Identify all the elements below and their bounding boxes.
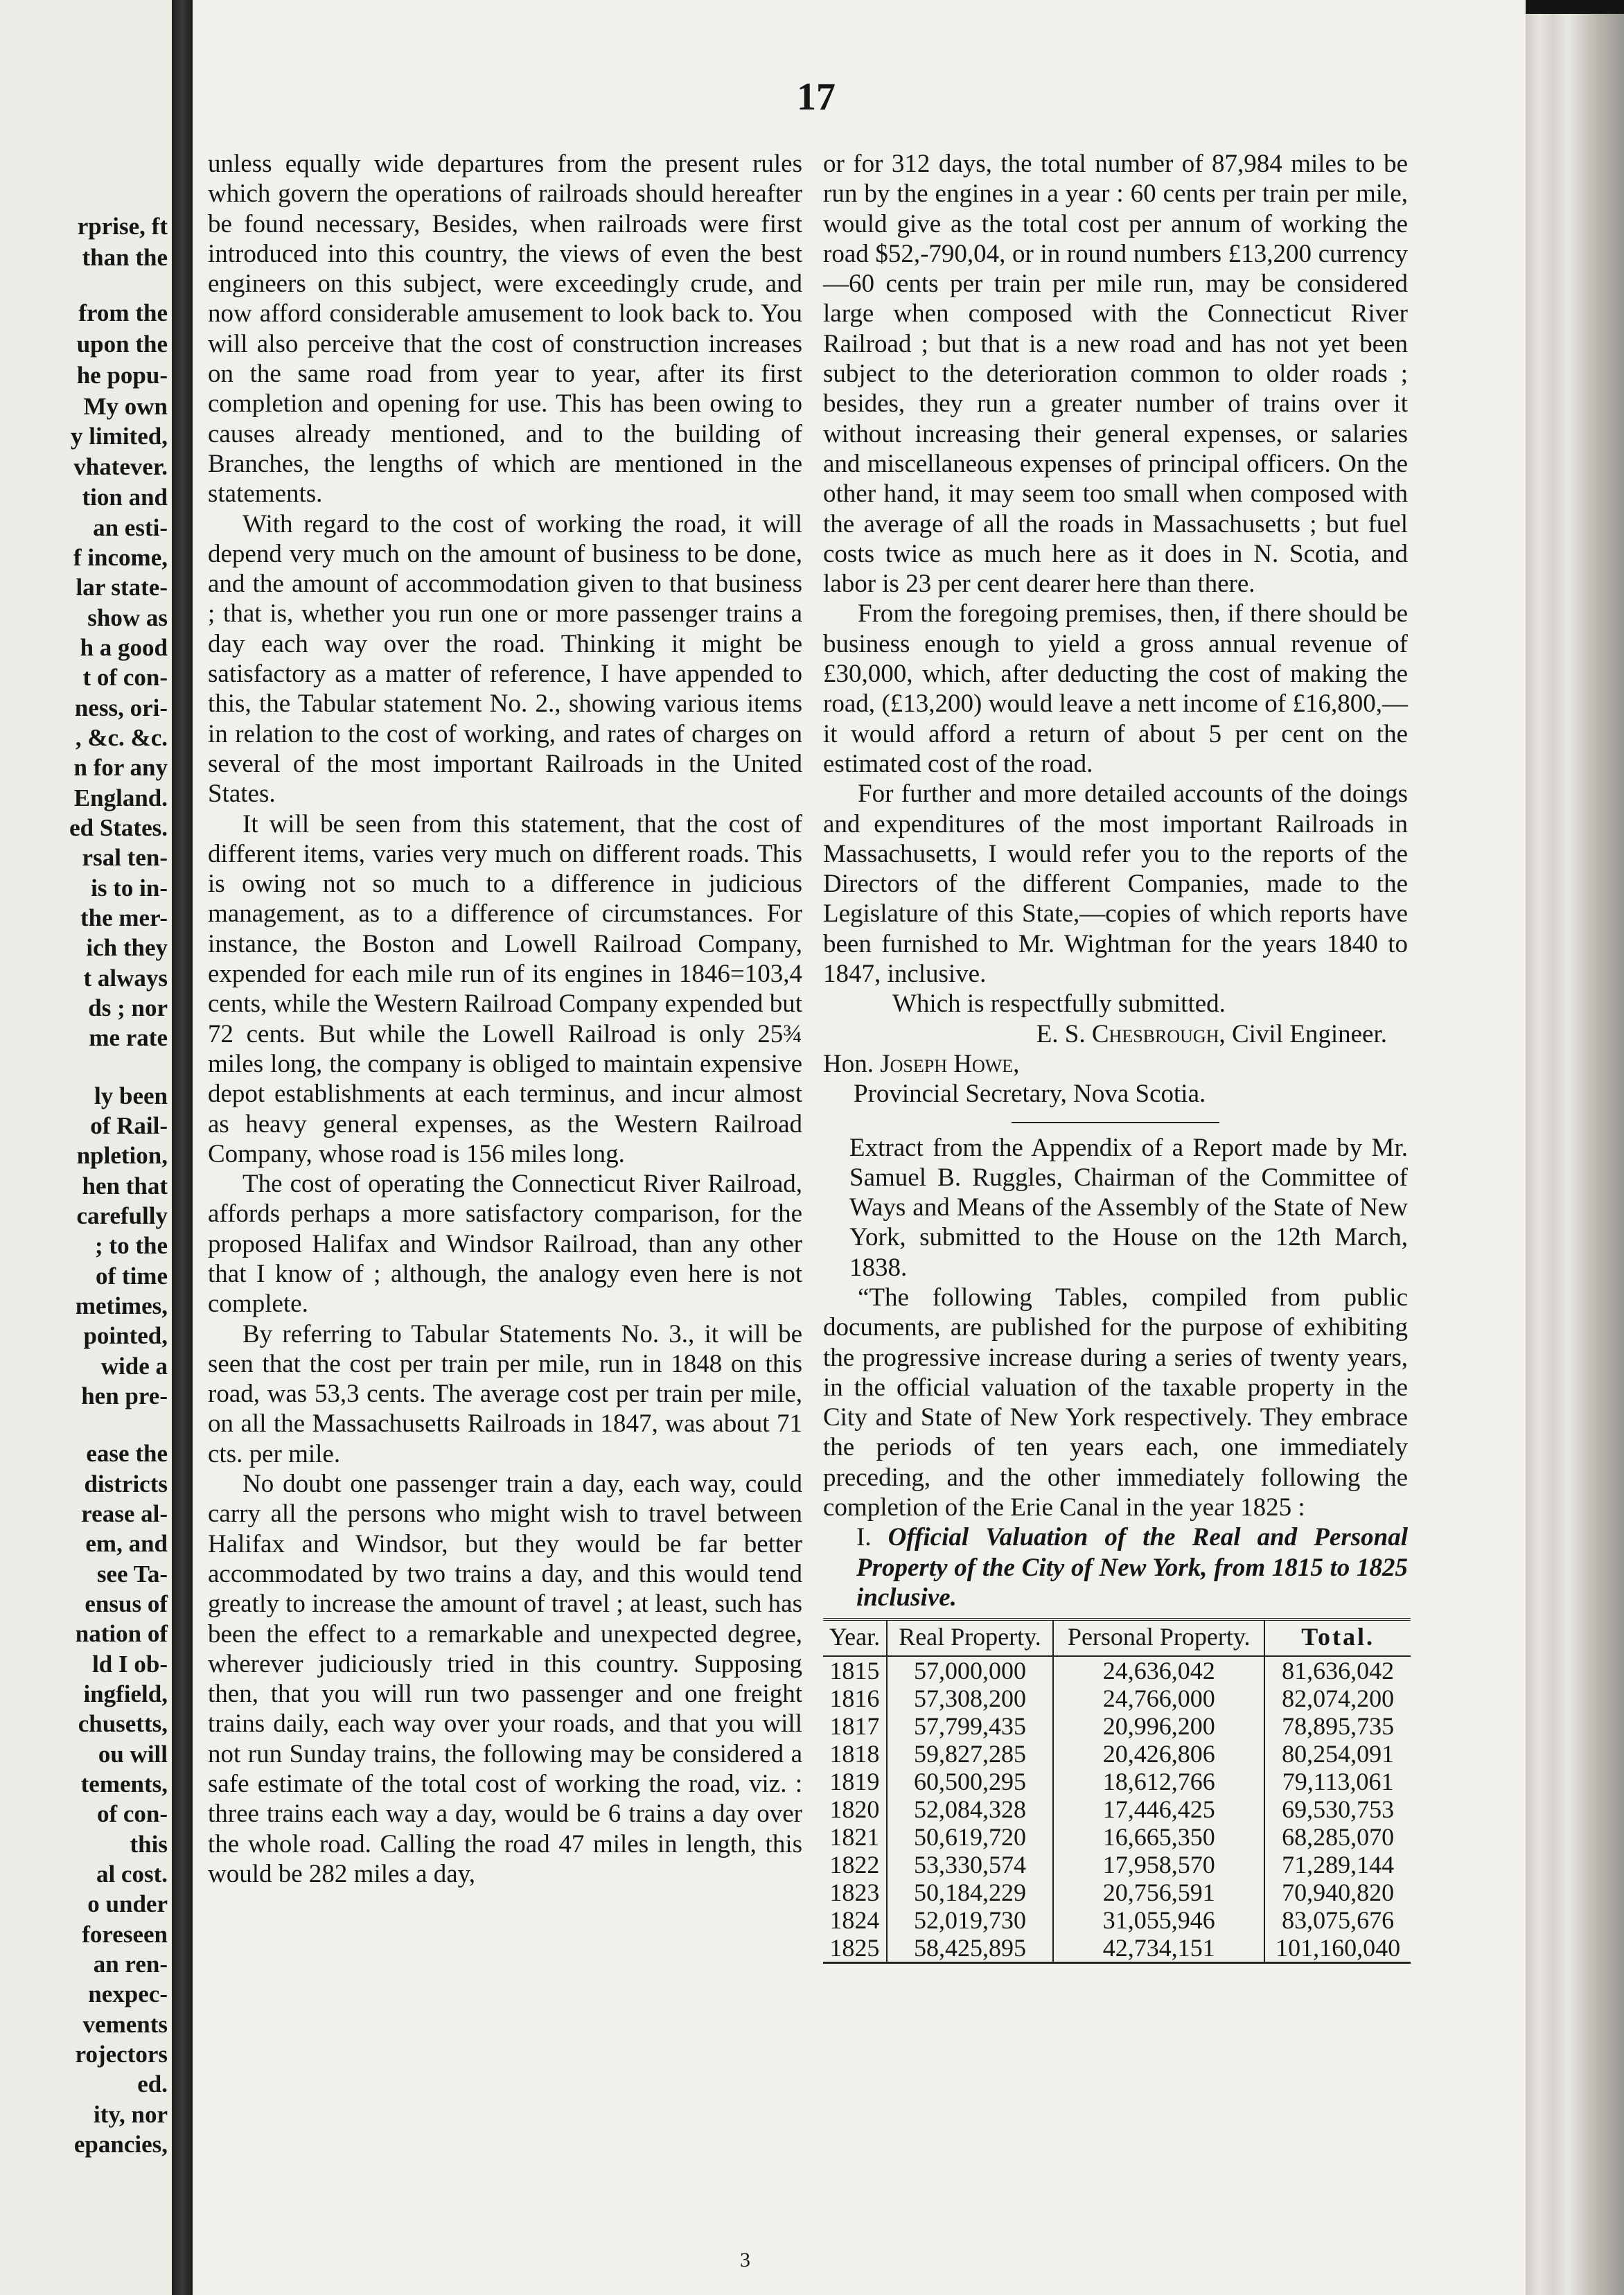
table-cell: 59,827,285 — [887, 1740, 1053, 1768]
signature-title: Civil Engineer. — [1231, 1019, 1387, 1048]
addressee-name: Joseph Howe, — [880, 1049, 1020, 1078]
left-page-line: metimes, — [75, 1292, 168, 1319]
left-page-line: see Ta- — [96, 1560, 168, 1588]
left-page-line: f income, — [73, 544, 168, 571]
table-cell: 83,075,676 — [1264, 1906, 1411, 1934]
left-page-line: rprise, ft — [77, 213, 168, 240]
left-page-line: h a good — [80, 634, 168, 661]
table-row — [823, 1712, 1411, 1740]
left-page-line: ingfield, — [83, 1680, 168, 1707]
left-page-line: epancies, — [73, 2131, 168, 2158]
table-cell: 57,000,000 — [887, 1656, 1053, 1685]
table-title — [823, 1522, 1408, 1612]
paragraph: It will be seen from this statement, that the cost of different items, varies very much on different roads. This is owing not so much to a difference in judicious management, as to a difference of circumstances. For instance, the Boston and Lowell Railroad Company, expended for each mile run of its engines in 1846=103,4 cents, while the Western Railroad Company expended but 72 cents. But while the Lowell Railroad is only 25¾ miles long, the company is obliged to maintain expensive depot establishments at each terminus, and incur almost as heavy general expenses, as the Western Railroad Company, whose road is 156 miles long. — [208, 809, 802, 1168]
valuation-table — [823, 1618, 1411, 1964]
addressee-prefix: Hon. — [823, 1049, 874, 1078]
left-page-line: this — [130, 1831, 168, 1858]
table-row — [823, 1851, 1411, 1879]
table-row — [823, 1906, 1411, 1934]
table-cell: 69,530,753 — [1264, 1795, 1411, 1823]
left-page-line: ed. — [137, 2070, 168, 2098]
table-cell: 1816 — [829, 1685, 880, 1713]
table-cell: 70,940,820 — [1264, 1879, 1411, 1906]
left-page-line: me rate — [89, 1024, 168, 1051]
table-cell: 58,425,895 — [887, 1934, 1053, 1963]
table-header-row — [823, 1619, 1411, 1656]
column-left — [208, 149, 802, 1889]
table-cell: 80,254,091 — [1264, 1740, 1411, 1768]
addressee-title: Provincial Secretary, Nova Scotia. — [854, 1080, 1206, 1109]
table-cell: 52,084,328 — [887, 1795, 1053, 1823]
left-page-line: of con- — [96, 1800, 168, 1827]
page-number: 17 — [797, 76, 836, 118]
table-cell: 1825 — [823, 1934, 887, 1963]
paragraph: No doubt one passenger train a day, each way, could carry all the persons who might wish to travel between Halifax and Windsor, but they would be far better accommodated by two trains a day, and this would tend greatly to increase the amount of travel ; at least, such has been the effect to a remarkable and unexpected degree, wherever judiciously tried in this country. Supposing then, that you will run two passenger and one freight trains daily, each way over your roads, and that you will not run Sunday trains, the following may be considered a safe estimate of the total cost of working the road, viz. : three trains each way a day, would be 6 trains a day over the whole road. Calling the road 47 miles in length, this would be 282 miles a day, — [208, 1470, 802, 1888]
table-cell: 1821 — [829, 1823, 880, 1852]
left-page-line: than the — [82, 244, 168, 271]
left-page-line: em, and — [85, 1530, 168, 1557]
table-cell: 20,756,591 — [1053, 1879, 1264, 1906]
left-page-line: ease the — [86, 1440, 168, 1467]
left-page-line: nation of — [75, 1620, 168, 1647]
left-page-line: he popu- — [76, 362, 168, 389]
left-page-line: foreseen — [82, 1921, 168, 1948]
table-header-total: Total. — [1264, 1619, 1411, 1656]
table-cell: 50,184,229 — [887, 1879, 1053, 1906]
footer-mark: 3 — [740, 2249, 750, 2271]
table-row — [823, 1823, 1411, 1851]
table-cell: 79,113,061 — [1264, 1768, 1411, 1795]
table-cell: 20,996,200 — [1053, 1712, 1264, 1740]
table-cell: 24,636,042 — [1053, 1656, 1264, 1685]
signature — [823, 1019, 1408, 1049]
table-row — [823, 1879, 1411, 1906]
left-page-line: show as — [87, 604, 168, 631]
left-page-line: ds ; nor — [88, 994, 168, 1021]
paragraph: From the foregoing premises, then, if there should be business enough to yield a gross annual revenue of £30,000, which, after deducting the cost of making the road, (£13,200) would leave a nett income of £16,800,—it would afford a return of about 5 per cent on the estimated cost of the road. — [823, 599, 1408, 778]
left-page-line: o under — [87, 1890, 168, 1917]
left-page-line: ed States. — [69, 814, 168, 841]
left-page-line: England. — [73, 784, 168, 811]
left-page-line: an esti- — [93, 514, 168, 541]
left-page-line: , &c. &c. — [75, 724, 168, 751]
table-cell: 1820 — [829, 1795, 880, 1824]
table-cell: 60,500,295 — [887, 1768, 1053, 1795]
left-page-line: an ren- — [93, 1951, 168, 1978]
paragraph: or for 312 days, the total number of 87,984 miles to be run by the engines in a year : 60 cents per train per mile, would give as the total cost per annum of working the road $52,-790,04, or in round numbers £13,200 currency—60 cents per train per mile run, may be considered large when composed with the Connecticut River Railroad ; but that is a new road and has not yet been subject to the deterioration common to older roads ; besides, they run a greater number of trains over it without increasing their general expenses, or salaries and miscellaneous expenses of principal officers. On the other hand, it may seem too small when composed with the average of all the roads in Massachusetts ; but fuel costs twice as much here as it does in N. Scotia, and labor is 23 per cent dearer here than there. — [823, 150, 1408, 599]
left-page-line: rsal ten- — [82, 844, 168, 871]
table-cell: 1823 — [829, 1879, 880, 1907]
left-page-line: upon the — [76, 331, 168, 358]
closing-line: Which is respectfully submitted. — [892, 990, 1226, 1019]
table-cell: 42,734,151 — [1053, 1934, 1264, 1963]
left-page-line: tion and — [82, 484, 168, 511]
table-cell: 31,055,946 — [1053, 1906, 1264, 1934]
left-page-line: vhatever. — [73, 453, 168, 480]
left-page-line: t of con- — [82, 664, 168, 691]
left-page-line: wide a — [100, 1353, 168, 1380]
table-row — [823, 1685, 1411, 1712]
extract-heading: Extract from the Appendix of a Report made by Mr. Samuel B. Ruggles, Chairman of the Committee of Ways and Means of the Assembly of the State of New York, submitted to the House on the 12th March, 1838. — [849, 1133, 1408, 1282]
table-cell: 1815 — [829, 1657, 880, 1685]
signature-name: E. S. Chesbrough, — [1036, 1019, 1226, 1048]
table-cell: 53,330,574 — [887, 1851, 1053, 1879]
table-cell: 1822 — [829, 1851, 880, 1879]
table-header-year: Year. — [823, 1619, 887, 1656]
left-page-line: of time — [96, 1263, 168, 1290]
paragraph: For further and more detailed accounts of the doings and expenditures of the most important Railroads in Massachusetts, I would refer you to the reports of the Directors of the different Companies, made to the Legislature of this State,—copies of which reports have been furnished to Mr. Wightman for the years 1840 to 1847, inclusive. — [823, 780, 1408, 989]
table-cell: 68,285,070 — [1264, 1823, 1411, 1851]
left-page-line: y limited, — [71, 423, 168, 450]
left-page-line: hen that — [82, 1172, 168, 1199]
table-cell: 17,446,425 — [1053, 1795, 1264, 1823]
paragraph: unless equally wide departures from the present rules which govern the operations of railroads should hereafter be found necessary, Besides, when railroads were first introduced into this country, the views of even the best engineers on this subject, were exceedingly crude, and now afford considerable amusement to look back to. You will also perceive that the cost of construction increases on the same road from year to year, after its first completion and opening for use. This has been owing to causes already mentioned, and to the building of Branches, the lengths of which are mentioned in the statements. — [208, 150, 802, 509]
table-cell: 1818 — [829, 1740, 880, 1768]
table-cell: 57,308,200 — [887, 1685, 1053, 1712]
left-page-line: tements, — [80, 1770, 168, 1797]
table-row — [823, 1740, 1411, 1768]
left-page-line: al cost. — [96, 1861, 168, 1888]
page-edge — [1526, 14, 1624, 2295]
table-cell: 81,636,042 — [1264, 1656, 1411, 1685]
left-page-line: nexpec- — [88, 1980, 168, 2007]
addressee — [823, 1049, 1408, 1079]
left-page-line: hen pre- — [81, 1382, 168, 1409]
left-page-line: chusetts, — [78, 1710, 168, 1737]
left-page-line: My own — [83, 393, 168, 420]
left-page-line: lar state- — [76, 574, 168, 601]
table-row — [823, 1768, 1411, 1795]
column-right — [823, 149, 1408, 1964]
left-page-line: n for any — [73, 754, 168, 781]
left-page-line: rojectors — [75, 2041, 168, 2068]
left-page-line: is to in- — [91, 874, 168, 902]
book-gutter — [172, 0, 193, 2295]
left-page-line: districts — [84, 1470, 168, 1497]
table-cell: 16,665,350 — [1053, 1823, 1264, 1851]
table-cell: 52,019,730 — [887, 1906, 1053, 1934]
table-cell: 57,799,435 — [887, 1712, 1053, 1740]
table-cell: 1817 — [829, 1712, 880, 1741]
left-page-line: carefully — [76, 1202, 168, 1229]
left-page-line: ich they — [86, 934, 168, 961]
extract-quote: “The following Tables, compiled from public documents, are published for the purpose of exhibiting the progressive increase during a series of twenty years, in the official valuation of the taxable property in the City and State of New York respectively. They embrace the periods of ten years each, one immediately preceding, and the other immediately following the completion of the Erie Canal in the year 1825 : — [823, 1283, 1408, 1522]
table-cell: 82,074,200 — [1264, 1685, 1411, 1712]
left-page-line: t always — [83, 965, 168, 992]
table-cell: 50,619,720 — [887, 1823, 1053, 1851]
table-header-personal: Personal Property. — [1053, 1619, 1264, 1656]
table-row — [823, 1795, 1411, 1823]
paragraph: By referring to Tabular Statements No. 3., it will be seen that the cost per train per mile, run in 1848 on this road, was 53,3 cents. The average cost per train per mile, on all the Massachusetts Railroads in 1847, was about 71 cts. per mile. — [208, 1319, 802, 1468]
table-row — [823, 1656, 1411, 1685]
left-page-line: ly been — [94, 1082, 168, 1109]
left-page-fragment — [0, 0, 172, 2295]
paragraph: The cost of operating the Connecticut River Railroad, affords perhaps a more satisfactory comparison, for the proposed Halifax and Windsor Railroad, than any other that I know of ; although, the analogy even here is not complete. — [208, 1170, 802, 1319]
left-page-line: ou will — [98, 1741, 168, 1768]
left-page-line: npletion, — [76, 1142, 168, 1169]
table-title-text: Official Valuation of the Real and Personal Property of the City of New York, from 1815 to 1825 inclusive. — [856, 1523, 1408, 1612]
table-header-real: Real Property. — [887, 1619, 1053, 1656]
table-cell: 18,612,766 — [1053, 1768, 1264, 1795]
left-page-line: from the — [78, 299, 168, 326]
paragraph: With regard to the cost of working the road, it will depend very much on the amount of business to be done, and the amount of accommodation given to that business ; that is, whether you run one or more passenger trains a day each way over the road. Thinking it might be satisfactory as a matter of reference, I have appended to this, the Tabular statement No. 2., showing various items in relation to the cost of working, and rates of charges on several of the most important Railroads in the United States. — [208, 509, 802, 809]
left-page-line: vements — [82, 2011, 168, 2038]
left-page-line: the mer- — [80, 904, 168, 931]
left-page-line: ity, nor — [94, 2101, 168, 2128]
left-page-line: rease al- — [81, 1500, 168, 1527]
left-page-line: ; to the — [95, 1232, 168, 1259]
left-page-line: ld I ob- — [92, 1651, 168, 1678]
table-number: I. — [856, 1523, 872, 1552]
table-cell: 71,289,144 — [1264, 1851, 1411, 1879]
table-row — [823, 1934, 1411, 1963]
left-page-line: of Rail- — [90, 1112, 168, 1139]
section-divider — [1012, 1122, 1219, 1123]
table-cell: 101,160,040 — [1264, 1934, 1411, 1963]
left-page-line: pointed, — [83, 1322, 168, 1349]
left-page-line: ensus of — [85, 1590, 168, 1617]
table-cell: 20,426,806 — [1053, 1740, 1264, 1768]
table-cell: 78,895,735 — [1264, 1712, 1411, 1740]
table-cell: 17,958,570 — [1053, 1851, 1264, 1879]
left-page-line: ness, ori- — [74, 694, 168, 721]
table-cell: 1819 — [829, 1768, 880, 1796]
table-cell: 24,766,000 — [1053, 1685, 1264, 1712]
table-cell: 1824 — [829, 1906, 880, 1935]
